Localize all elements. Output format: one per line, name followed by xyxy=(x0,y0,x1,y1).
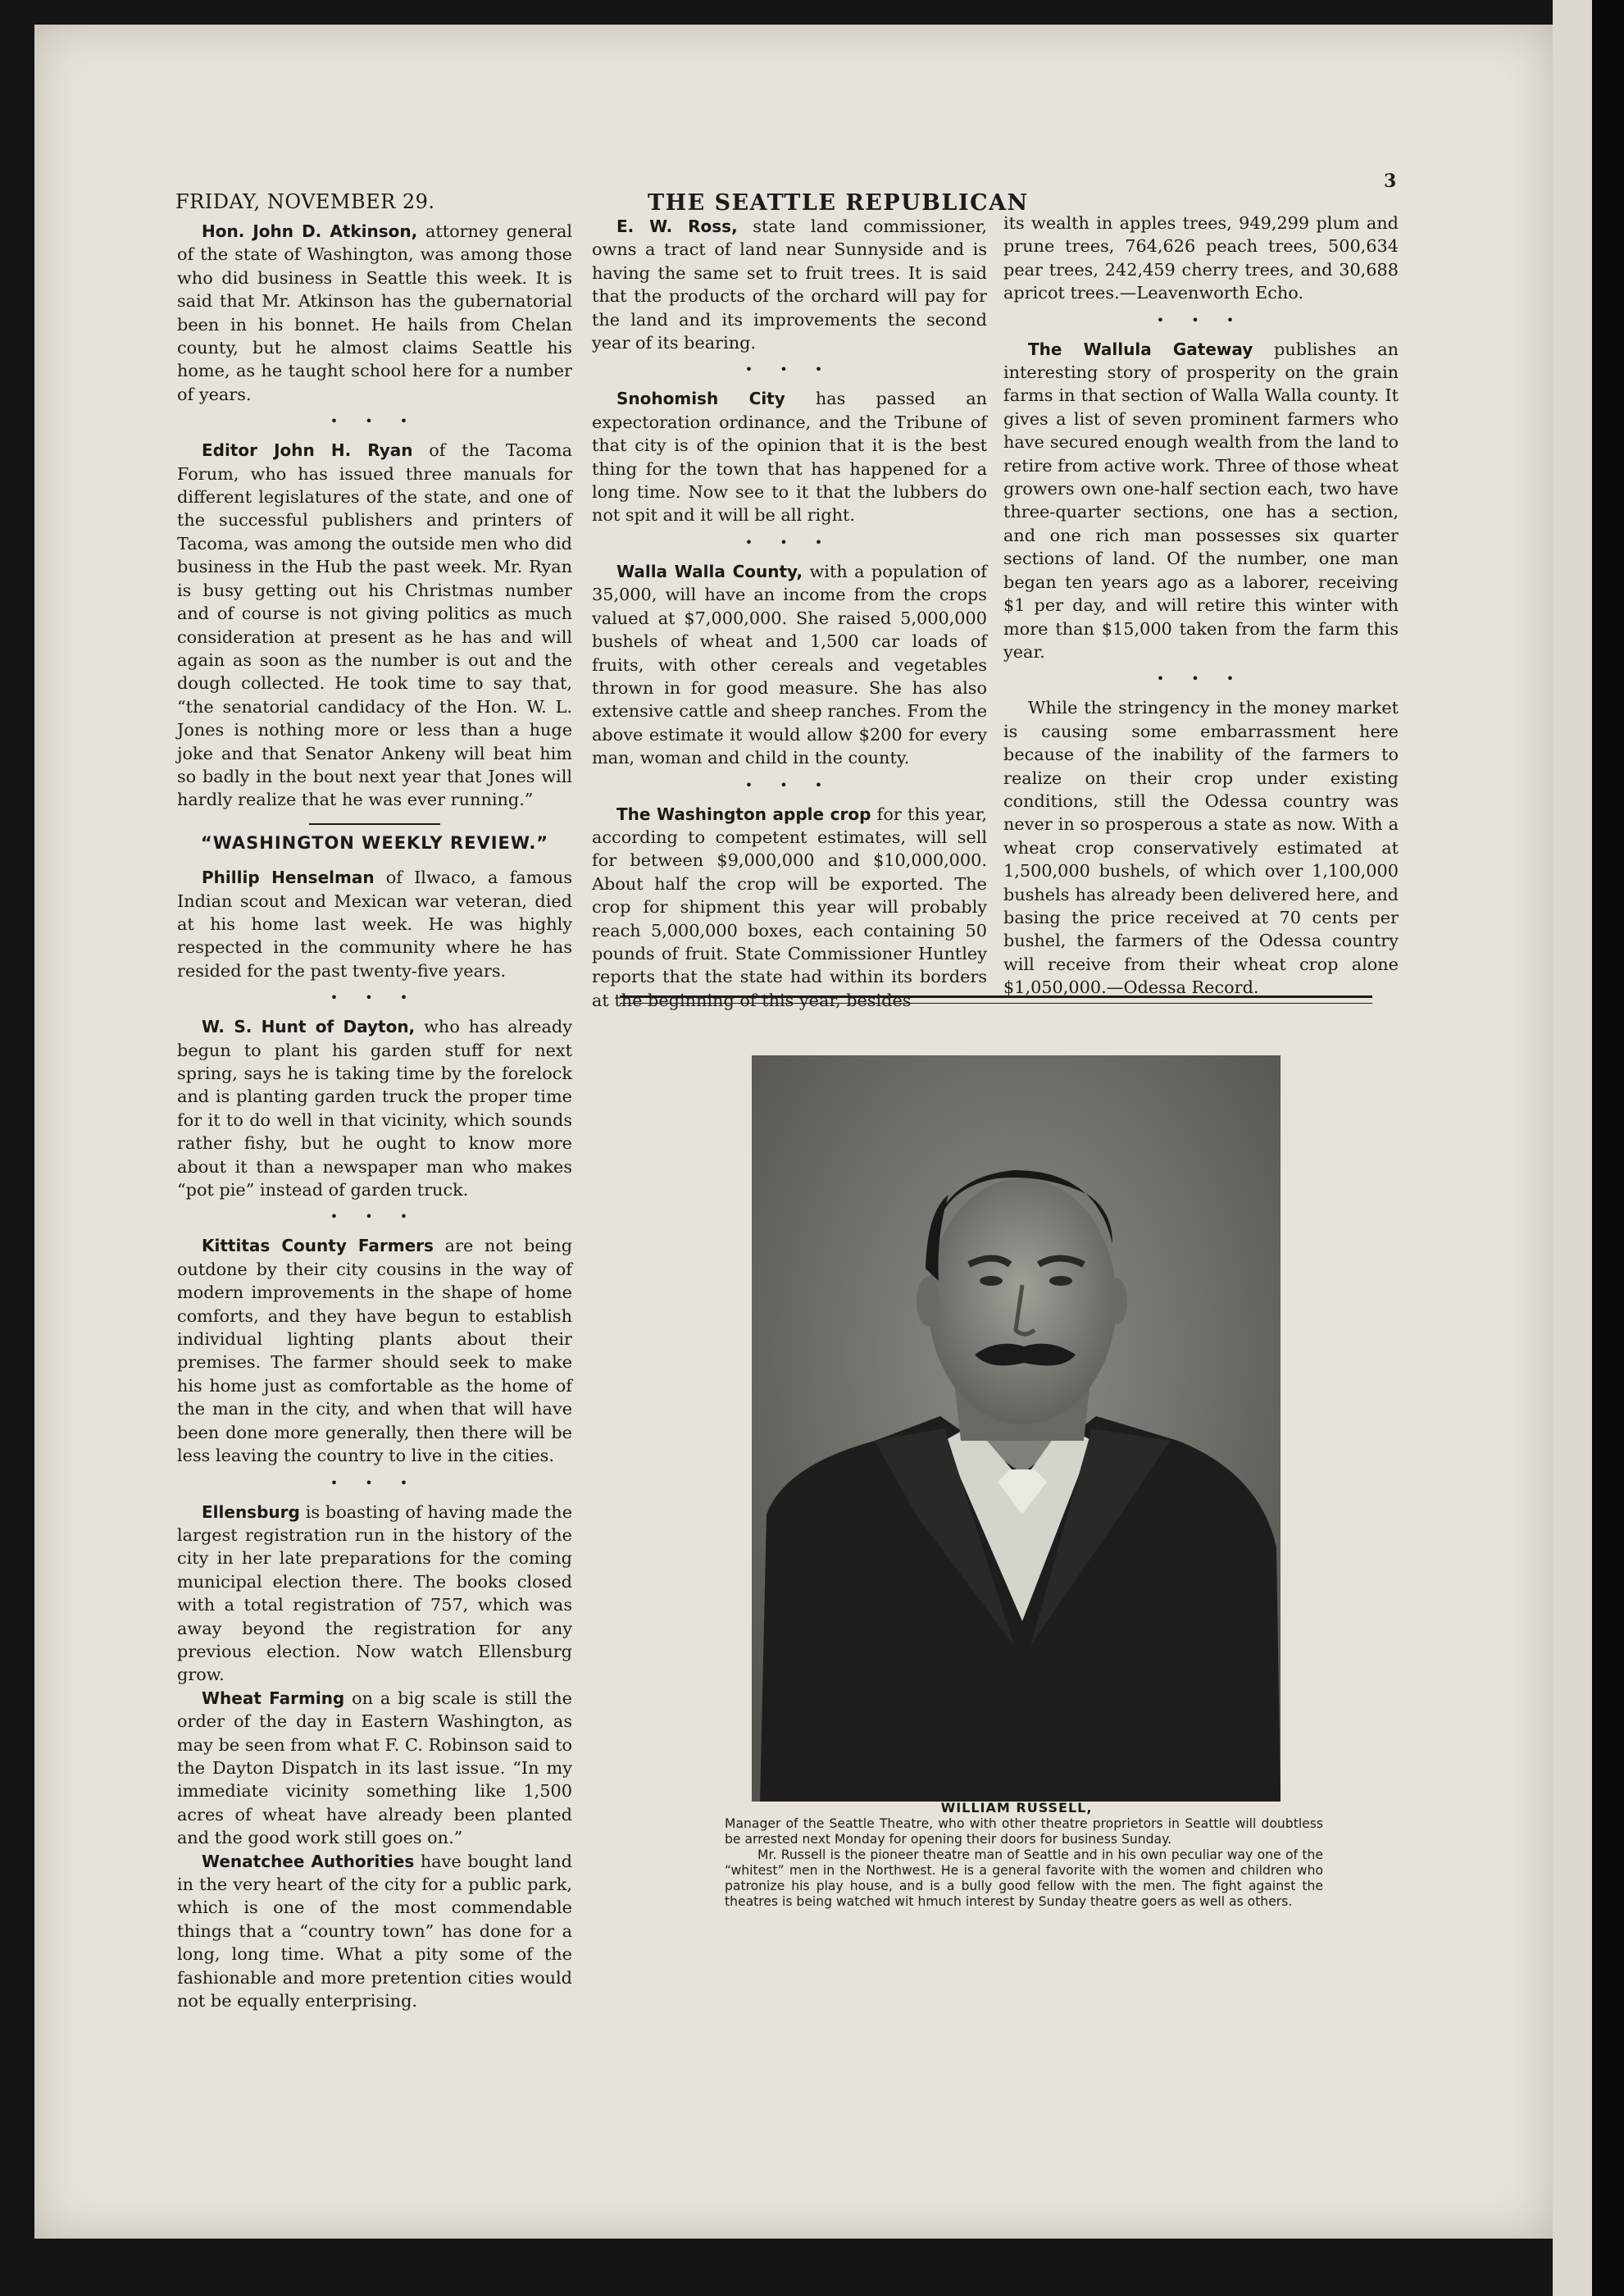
item-text: state land commissioner, owns a tract of land near Sunnyside and is having the same set to fruit trees. It is said that the products of the orchard will pay for the land and its improvements the second year of its bearing. xyxy=(592,216,987,353)
photo-caption-name: WILLIAM RUSSELL, xyxy=(940,1800,1093,1815)
item-headword: E. W. Ross, xyxy=(616,216,738,236)
section-double-rule xyxy=(620,995,1372,1004)
news-item-ryan xyxy=(177,439,572,812)
item-text: who has already begun to plant his garden stuff for next spring, says he is taking time by the forelock and is planting garden truck the proper time for it to do well in that vicinity, which sounds rather fishy, but he ought to know more about it than a newspaper man who makes “pot pie” instead of garden truck. xyxy=(177,1017,572,1200)
item-separator: • • • xyxy=(1156,312,1246,328)
item-headword: Hon. John D. Atkinson, xyxy=(202,221,418,241)
item-headword: Wenatchee Authorities xyxy=(202,1851,415,1871)
news-item-ross xyxy=(592,215,987,354)
item-headword: The Washington apple crop xyxy=(616,804,871,824)
news-item-odessa: While the stringency in the money market is causing some embarrassment here because of the inability of the farmers to realize on their crop under existing conditions, still the Odessa country was never in so prosperous a state as now. With a wheat crop conservatively estimated at 1,500,000 bushels, of which over 1,100,000 bushels has already been delivered here, and basing the price received at 70 cents per bushel, the farmers of the Odessa country will receive from their wheat crop alone $1,050,000.—Odessa Record. xyxy=(1003,698,1399,998)
page-binding xyxy=(1553,0,1592,2296)
item-headword: Snohomish City xyxy=(616,389,785,409)
news-item-hunt xyxy=(177,1015,572,1201)
item-headword: Wheat Farming xyxy=(202,1688,345,1708)
news-item-wenatchee xyxy=(177,1850,572,2013)
item-headword: Kittitas County Farmers xyxy=(202,1236,434,1256)
item-headword: Phillip Henselman xyxy=(202,868,375,888)
item-separator: • • • xyxy=(744,534,835,550)
page-number: 3 xyxy=(1384,171,1397,192)
newspaper-title: THE SEATTLE REPUBLICAN xyxy=(648,190,1029,216)
news-item-apple-continued: its wealth in apples trees, 949,299 plum and prune trees, 764,626 peach trees, 500,634 pear trees, 242,459 cherry trees, and 30,688 apricot trees.—Leavenworth Echo. xyxy=(1003,213,1399,303)
news-item-ellensburg xyxy=(177,1501,572,1687)
item-text: of the Tacoma Forum, who has issued three manuals for different legislatures of the state, and one of the successful publishers and printers of Tacoma, was among the outside men who did business in the Hub the past week. Mr. Ryan is busy getting out his Christmas number and of course is not giving politics as much consideration at present as he has and will again as soon as the number is out and the dough collected. He took time to say that, “the senatorial candidacy of the Hon. W. L. Jones is nothing more or less than a huge joke and that Senator Ankeny will beat him so badly in the bout next year that Jones will hardly realize that he was ever running.” xyxy=(177,440,572,810)
column-1 xyxy=(177,220,572,2012)
item-headword: Walla Walla County, xyxy=(616,561,803,581)
news-item-snohomish xyxy=(592,387,987,526)
scan-edge xyxy=(1592,0,1624,2296)
item-text: publishes an interesting story of prosperity on the grain farms in that section of Walla Walla county. It gives a list of seven prominent farmers who have secured enough wealth from the land to retire from active work. Three of those wheat growers own one-half section each, two have three-quarter sections, one has a section, and one rich man possesses six quarter sections of land. Of the number, one man began ten years ago as a laborer, receiving $1 per day, and will retire this winter with more than $15,000 taken from the farm this year. xyxy=(1003,339,1399,662)
news-item-henselman xyxy=(177,866,572,982)
news-item-atkinson xyxy=(177,220,572,406)
item-text: has passed an expectoration ordinance, and the Tribune of that city is of the opinion that it is the best thing for the town that has happened for a long time. Now see to it that the lubbers do not spit and it will be all right. xyxy=(592,389,987,526)
item-text: are not being outdone by their city cousins in the way of modern improvements in the shape of home comforts, and they have begun to establish individual lighting plants about their premises. The farmer should seek to make his home just as comfortable as the home of the man in the city, and when that will have been done more generally, then there will be less leaving the country to live in the cities. xyxy=(177,1236,573,1466)
item-text: with a population of 35,000, will have an income from the crops valued at $7,000,000. She raised 5,000,000 bushels of wheat and 1,500 car loads of fruits, with other cereals and vegetables thrown in for good measure. She has also extensive cattle and sheep ranches. From the above estimate it would allow $200 for every man, woman and child in the county. xyxy=(592,561,987,768)
item-separator: • • • xyxy=(1156,671,1246,687)
section-heading: “WASHINGTON WEEKLY REVIEW.” xyxy=(200,832,549,853)
portrait-photo xyxy=(752,1055,1281,1802)
photo-caption xyxy=(725,1816,1323,1910)
news-item-apple-crop xyxy=(592,803,987,1013)
item-separator: • • • xyxy=(330,1209,420,1225)
item-text: of Ilwaco, a famous Indian scout and Mexican war veteran, died at his home last week. He was highly respected in the community where he has resided for the past twenty-five years. xyxy=(177,868,573,981)
news-item-wheat xyxy=(177,1687,572,1850)
item-separator: • • • xyxy=(744,362,835,378)
issue-date: FRIDAY, NOVEMBER 29. xyxy=(175,190,435,213)
item-text: attorney general of the state of Washington, was among those who did business in Seattle this week. It is said that Mr. Atkinson has the gubernatorial been in his bonnet. He hails from Chelan county, but he almost claims Seattle his home, as he taught school here for a number of years. xyxy=(177,221,572,404)
item-headword: Ellensburg xyxy=(202,1501,300,1522)
item-text: on a big scale is still the order of the day in Eastern Washington, as may be seen from what F. C. Robinson said to the Dayton Dispatch in its last issue. “In my immediate vicinity something like 1,500 acres of wheat have already been planted and the good work still goes on.” xyxy=(177,1688,572,1848)
item-headword: Editor John H. Ryan xyxy=(202,440,413,461)
item-text: for this year, according to competent estimates, will sell for between $9,000,000 and $10,000,000. About half the crop will be exported. The crop for shipment this year will probably reach 5,000,000 boxes, each containing 50 pounds of fruit. State Commissioner Huntley reports that the state had within its borders at the beginning of this year, besides xyxy=(592,804,988,1010)
news-item-wallula xyxy=(1003,338,1399,664)
caption-line-1: Manager of the Seattle Theatre, who with other theatre proprietors in Seattle will doubtless be arrested next Monday for opening their doors for business Sunday. xyxy=(725,1816,1323,1847)
item-separator: • • • xyxy=(330,1474,420,1491)
caption-line-2: Mr. Russell is the pioneer theatre man of Seattle and in his own peculiar way one of the “whitest” men in the Northwest. He is a general favorite with the women and children who patronize his play house, and is a bully good fellow with the men. The fight against the theatres is being watched wit hmuch interest by Sunday theatre goers as well as others. xyxy=(725,1847,1323,1909)
item-text: have bought land in the very heart of the city for a public park, which is one of the most commendable things that a “country town” has done for a long, long time. What a pity some of the fashionable and more pretention cities would not be equally enterprising. xyxy=(177,1851,572,2011)
item-headword: W. S. Hunt of Dayton, xyxy=(202,1017,416,1037)
item-text: is boasting of having made the largest registration run in the history of the city in her late preparations for the coming municipal election there. The books closed with a total registration of 757, which was away beyond the registration for any previous election. Now watch Ellensburg grow. xyxy=(177,1501,572,1685)
portrait-illustration xyxy=(752,1055,1281,1802)
item-separator: • • • xyxy=(744,777,835,793)
item-headword: The Wallula Gateway xyxy=(1028,339,1253,359)
item-separator: • • • xyxy=(330,413,420,430)
news-item-kittitas xyxy=(177,1234,572,1467)
item-separator: • • • xyxy=(330,990,420,1006)
section-rule xyxy=(309,823,440,825)
news-item-walla-walla xyxy=(592,560,987,770)
column-3 xyxy=(1003,212,1399,1000)
column-2 xyxy=(592,215,987,1012)
